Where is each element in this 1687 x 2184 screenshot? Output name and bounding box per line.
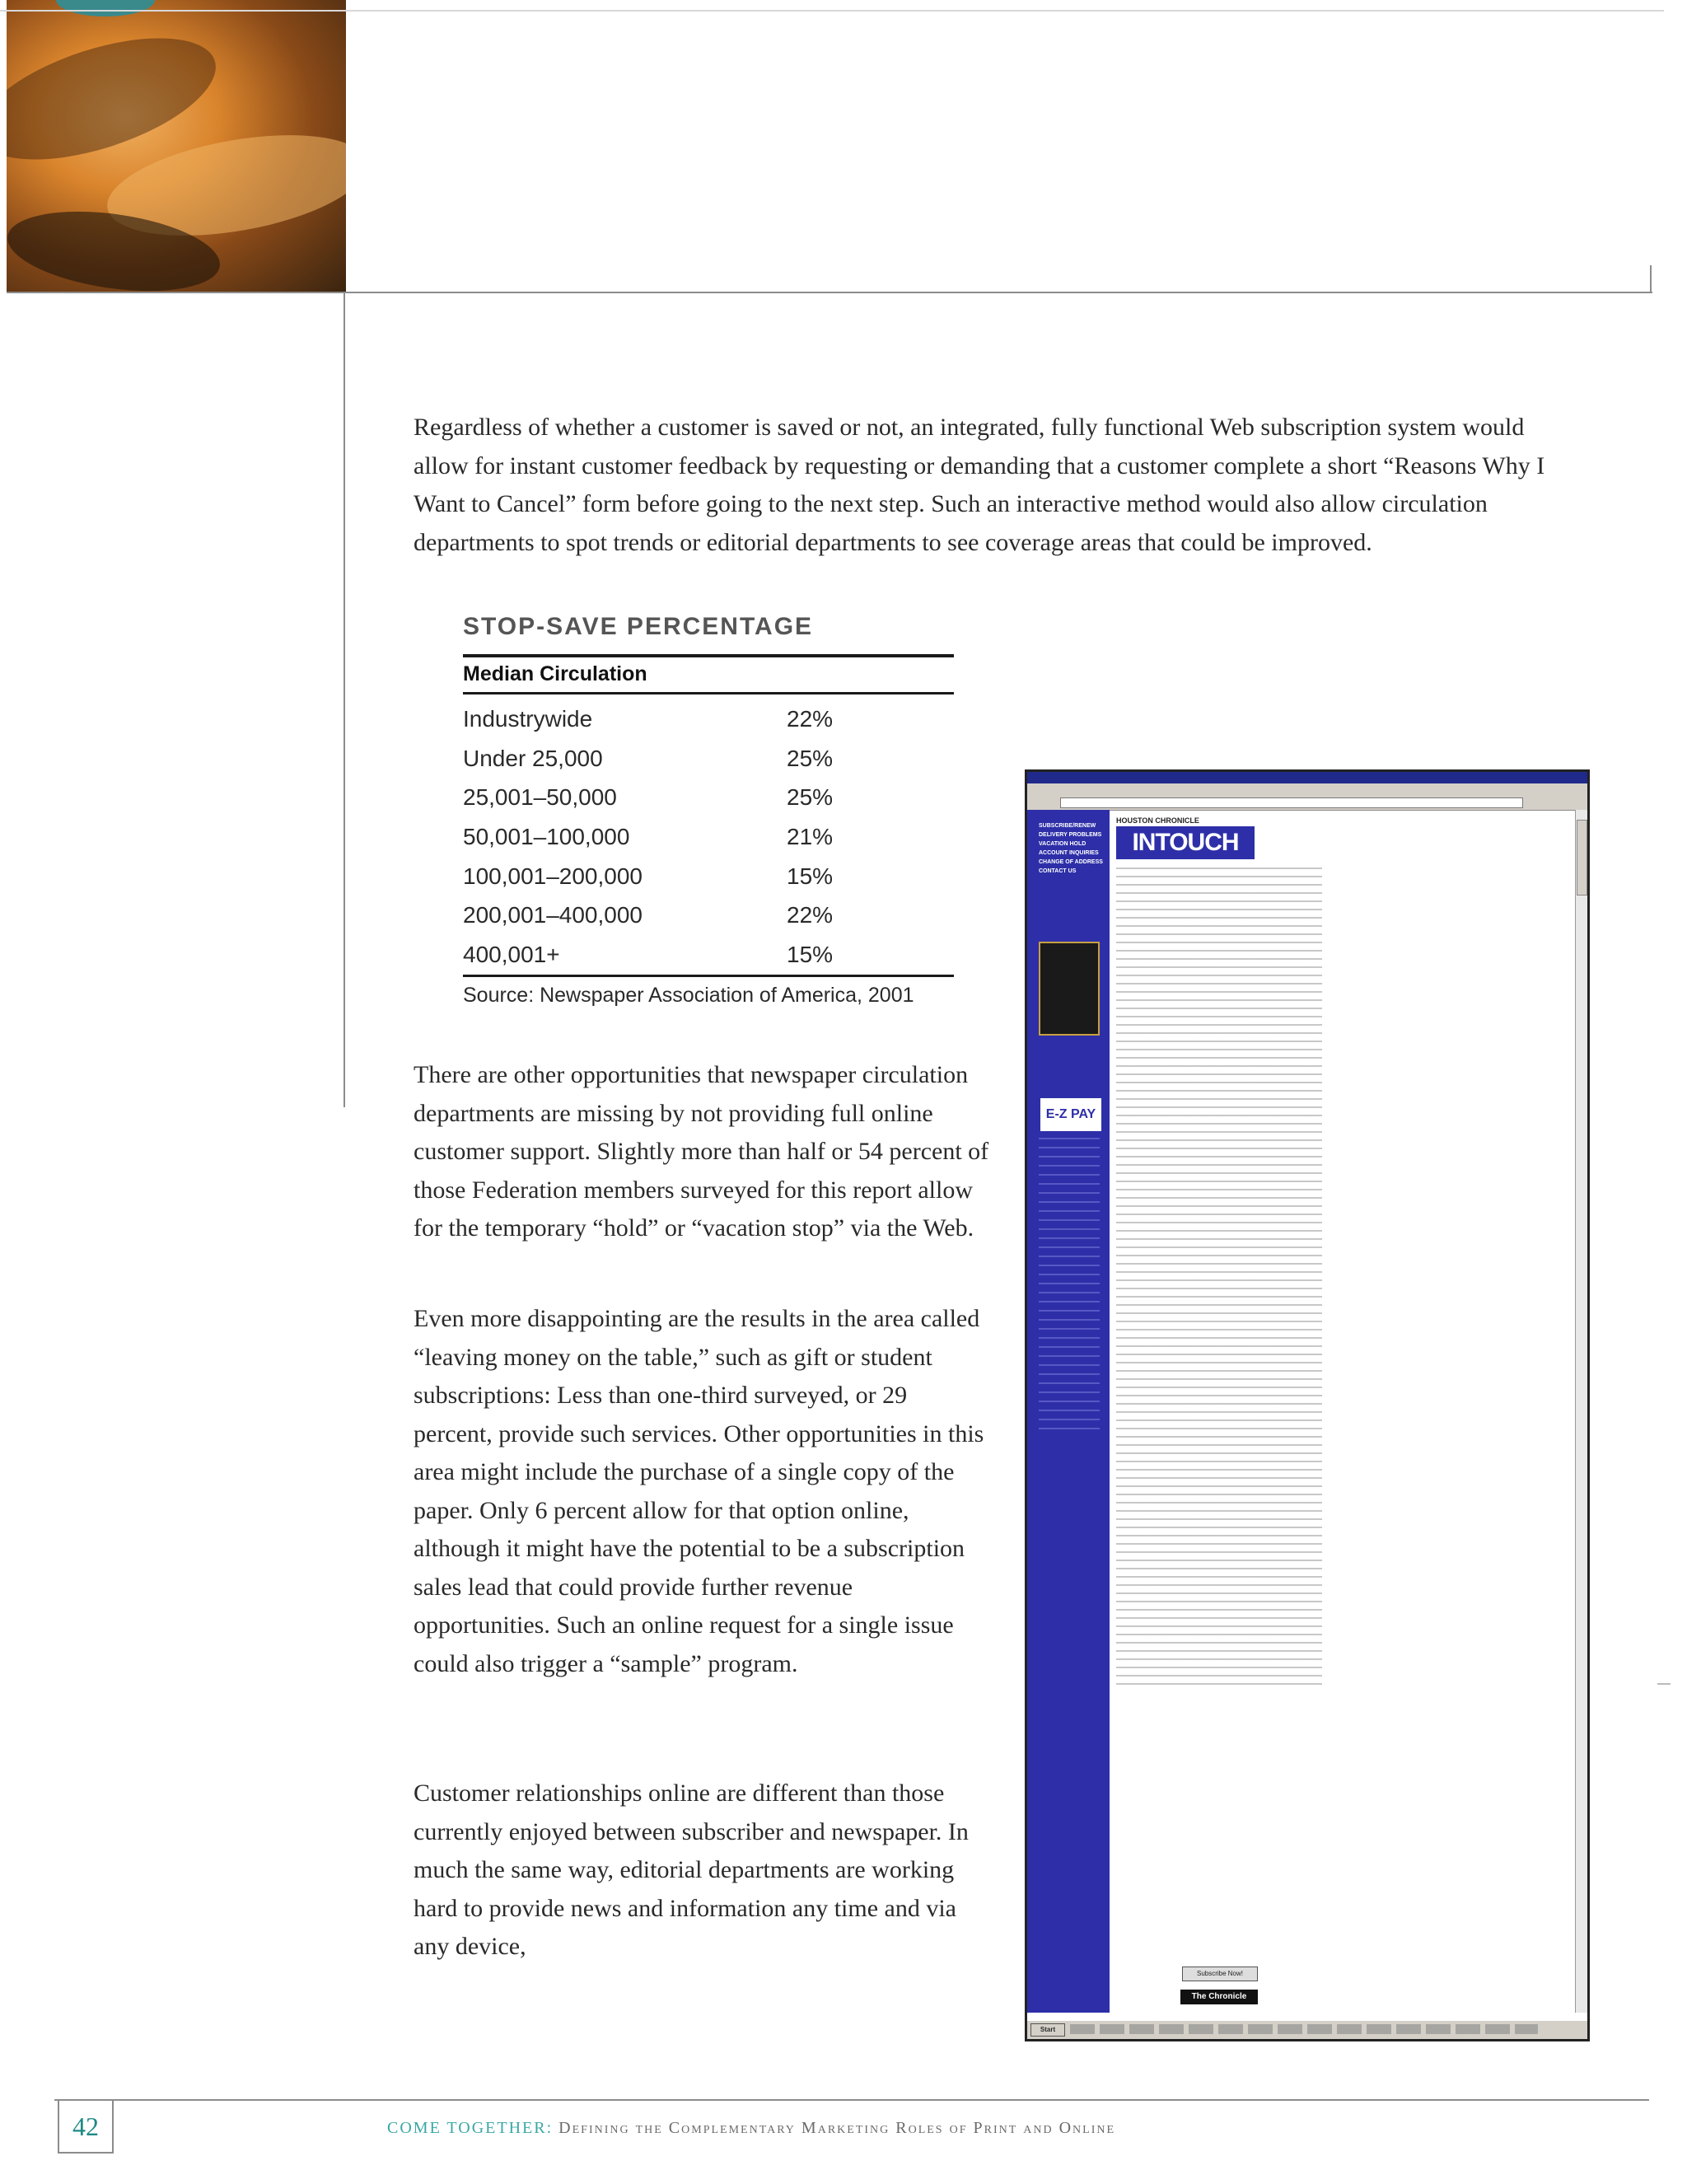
sidebar-item: CONTACT US <box>1039 868 1077 874</box>
table-row: 25,001–50,000 25% <box>463 784 834 811</box>
browser-addressbar <box>1027 795 1587 811</box>
intouch-logo: INTOUCH <box>1116 826 1255 859</box>
website-screenshot <box>1025 769 1590 2041</box>
page-number: 42 <box>58 2101 114 2154</box>
windows-taskbar <box>1027 2019 1587 2039</box>
browser-menubar <box>1027 783 1587 795</box>
sidebar-item: DELIVERY PROBLEMS <box>1039 832 1102 838</box>
sidebar-item: VACATION HOLD <box>1039 841 1087 847</box>
table-row: 200,001–400,000 22% <box>463 902 834 928</box>
header-rule-tick <box>1650 265 1652 293</box>
footer-title-rest: Defining the Complementary Marketing Roles of Print and Online <box>558 2119 1116 2137</box>
subscribe-button: Subscribe Now! <box>1182 1967 1258 1981</box>
footer-rule <box>54 2099 1649 2101</box>
magazine-cover-image <box>1039 942 1100 1036</box>
body-paragraph-2: Even more disappointing are the results in the area called “leaving money on the table,” such as gift or student subscriptions: Less than one-third surveyed, or 29 percent, provide such services. Other opportunities in this area might include the purchase of a single copy of the paper. Only 6 percent allow for that option online, although it might have the potential to be a subscription sales lead that could provide further revenue opportunities. Such an online request for a single issue could also trigger a “sample” program. <box>414 1305 984 1677</box>
table-row: Under 25,000 25% <box>463 745 834 771</box>
top-rule <box>0 10 1664 12</box>
browser-scrollbar <box>1575 810 1587 2013</box>
table-source: Source: Newspaper Association of America, 2001 <box>463 983 914 1007</box>
intro-paragraph: Regardless of whether a customer is saved or not, an integrated, fully functional Web subscription system would allow for instant customer feedback by requesting or demanding that a customer complete a short “Reasons Why I Want to Cancel” form before going to the next step. Such an interactive method would also allow circulation departments to spot trends or editorial departments to see coverage areas that could be improved. <box>414 414 1545 556</box>
sidebar-item: SUBSCRIBE/RENEW <box>1039 823 1096 829</box>
running-footer <box>387 2119 1115 2138</box>
body-paragraph-3: Customer relationships online are different than those currently enjoyed between subscriber and newspaper. In much the same way, editorial departments are working hard to provide news and information any time and via any device, <box>414 1779 969 1960</box>
margin-rule <box>343 292 345 1107</box>
handshake-photo <box>7 0 346 292</box>
header-rule <box>7 292 1652 293</box>
chronicle-logo: The Chronicle <box>1180 1990 1258 2004</box>
site-content <box>1116 813 1569 2008</box>
start-button: Start <box>1030 2023 1065 2037</box>
body-paragraph-1: There are other opportunities that newspaper circulation departments are missing by not providing full online customer support. Slightly more than half or 54 percent of those Federation members surveyed for this report allow for the temporary “hold” or “vacation stop” via the Web. <box>414 1061 989 1242</box>
stop-save-table <box>463 613 954 1008</box>
brand-small: HOUSTON CHRONICLE <box>1116 816 1199 825</box>
table-row: 50,001–100,000 21% <box>463 824 834 850</box>
table-row: 400,001+ 15% <box>463 942 834 968</box>
browser-titlebar <box>1027 772 1587 783</box>
table-title: STOP-SAVE PERCENTAGE <box>463 613 814 640</box>
table-column-header: Median Circulation <box>463 662 647 685</box>
footer-title-accent: COME TOGETHER: <box>387 2119 554 2137</box>
table-row: 100,001–200,000 15% <box>463 863 834 889</box>
form-content <box>1116 868 1322 1691</box>
table-row: Industrywide 22% <box>463 706 834 732</box>
ezpay-badge: E-Z PAY <box>1040 1098 1101 1131</box>
sidebar-item: ACCOUNT INQUIRIES <box>1039 850 1099 856</box>
sidebar-item: CHANGE OF ADDRESS <box>1039 859 1103 865</box>
site-sidebar <box>1027 810 1110 2013</box>
